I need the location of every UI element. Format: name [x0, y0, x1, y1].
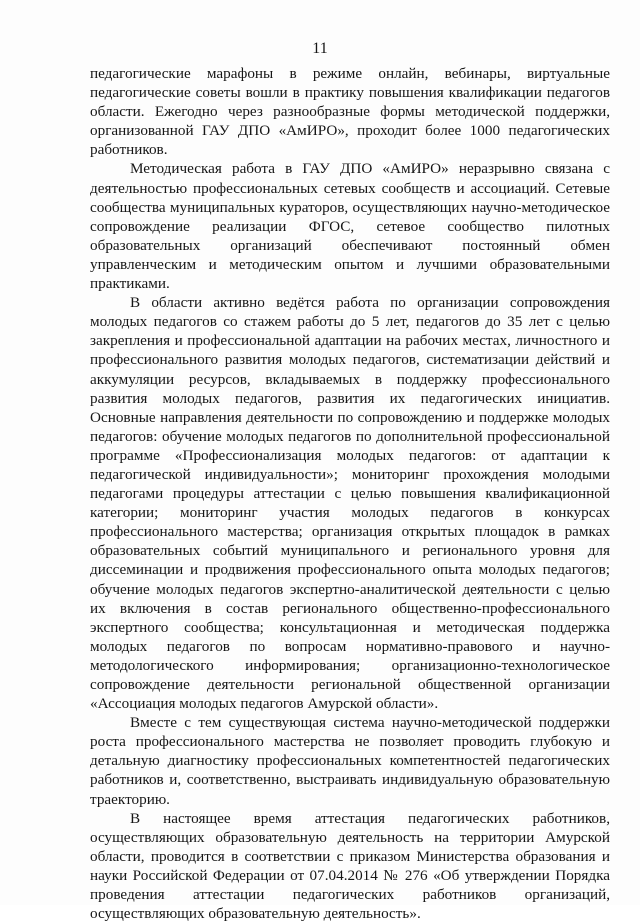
- text-line: деятельностью профессиональных сетевых сообществ и ассоциаций. Сетевые: [90, 179, 610, 197]
- text-line: программе «Профессионализация молодых педагогов: от адаптации к: [90, 446, 610, 464]
- text-line: Вместе с тем существующая система научно-методической поддержки: [130, 714, 610, 732]
- text-line: молодых педагогов по вопросам нормативно-правового и научно-: [90, 637, 610, 655]
- text-line: профессионального развития молодых педагогов, систематизации действий и: [90, 351, 610, 369]
- text-line: детальную диагностику профессиональных компетентностей педагогических: [90, 752, 610, 770]
- text-line: педагогами процедуры аттестации с целью повышения квалификационной: [90, 485, 610, 503]
- text-line: образовательных событий муниципального и регионального уровня для: [90, 542, 610, 560]
- text-line: обучение молодых педагогов экспертно-аналитической деятельности с целью: [90, 580, 610, 598]
- text-line: экспертного сообщества; консультационная и методическая поддержка: [90, 618, 610, 636]
- paragraph: [90, 809, 610, 923]
- text-line: «Ассоциация молодых педагогов Амурской области».: [90, 695, 439, 713]
- text-line: сопровождение деятельности региональной общественной организации: [90, 676, 610, 693]
- text-line: управленческим и методическим опытом и лучшими образовательными: [90, 255, 610, 273]
- text-line: работников и, соответственно, выстраивать индивидуальную образовательную: [90, 771, 610, 789]
- text-line: педагогов: обучение молодых педагогов по дополнительной профессиональной: [90, 427, 610, 445]
- text-line: педагогические советы вошли в практику повышения квалификации педагогов: [90, 84, 610, 102]
- paragraph: [90, 713, 610, 808]
- text-line: осуществляющих образовательную деятельность на территории Амурской: [90, 828, 610, 846]
- document-body: [90, 64, 610, 923]
- text-line: Методическая работа в ГАУ ДПО «АмИРО» неразрывно связана с: [130, 160, 610, 178]
- text-line: педагогические марафоны в режиме онлайн, вебинары, виртуальные: [90, 65, 610, 82]
- paragraph: [90, 293, 610, 713]
- text-line: В настоящее время аттестация педагогических работников,: [130, 809, 610, 827]
- text-line: методологического информирования; организационно-технологическое: [90, 656, 610, 674]
- text-line: практиками.: [90, 275, 170, 293]
- text-line: закрепления и профессиональной адаптации на рабочих местах, личностного и: [90, 332, 610, 350]
- text-line: педагогической индивидуальности»; мониторинг прохождения молодыми: [90, 465, 610, 483]
- text-line: сообщества муниципальных кураторов, осуществляющих научно-методическое: [90, 198, 610, 216]
- text-line: проведения аттестации педагогических работников организаций,: [90, 886, 610, 904]
- text-line: профессионального мастерства; организация открытых площадок в рамках: [90, 523, 610, 541]
- paragraph: [90, 159, 610, 293]
- text-line: образовательных организаций обеспечивают постоянный обмен: [90, 236, 610, 254]
- text-line: области. Ежегодно через разнообразные формы методической поддержки,: [90, 103, 610, 121]
- text-line: развития молодых педагогов, развития их педагогических инициатив.: [90, 389, 610, 407]
- text-line: молодых педагогов со стажем работы до 5 лет, педагогов до 35 лет с целью: [90, 313, 610, 331]
- text-line: организованной ГАУ ДПО «АмИРО», проходит более 1000 педагогических: [90, 122, 610, 140]
- text-line: области, проводится в соответствии с приказом Министерства образования и: [90, 847, 610, 865]
- page-number: 11: [312, 40, 328, 57]
- text-line: сопровождение реализации ФГОС, сетевое сообщество пилотных: [90, 217, 610, 235]
- text-line: науки Российской Федерации от 07.04.2014 № 276 «Об утверждении Порядка: [90, 866, 610, 884]
- text-line: осуществляющих образовательную деятельность».: [90, 905, 421, 923]
- text-line: диссеминации и продвижения профессионального опыта молодых педагогов;: [90, 561, 610, 579]
- text-line: категории; мониторинг участия молодых педагогов в конкурсах: [90, 504, 610, 522]
- text-line: Основные направления деятельности по сопровождению и поддержке молодых: [90, 408, 610, 426]
- paragraph: [90, 64, 610, 159]
- text-line: роста профессионального мастерства не позволяет проводить глубокую и: [90, 733, 610, 751]
- text-line: их включения в состав регионального общественно-профессионального: [90, 599, 610, 617]
- text-line: аккумуляции ресурсов, вкладываемых в поддержку профессионального: [90, 370, 610, 388]
- text-line: траекторию.: [90, 790, 170, 808]
- text-line: В области активно ведётся работа по организации сопровождения: [130, 294, 610, 312]
- text-line: работников.: [90, 141, 168, 159]
